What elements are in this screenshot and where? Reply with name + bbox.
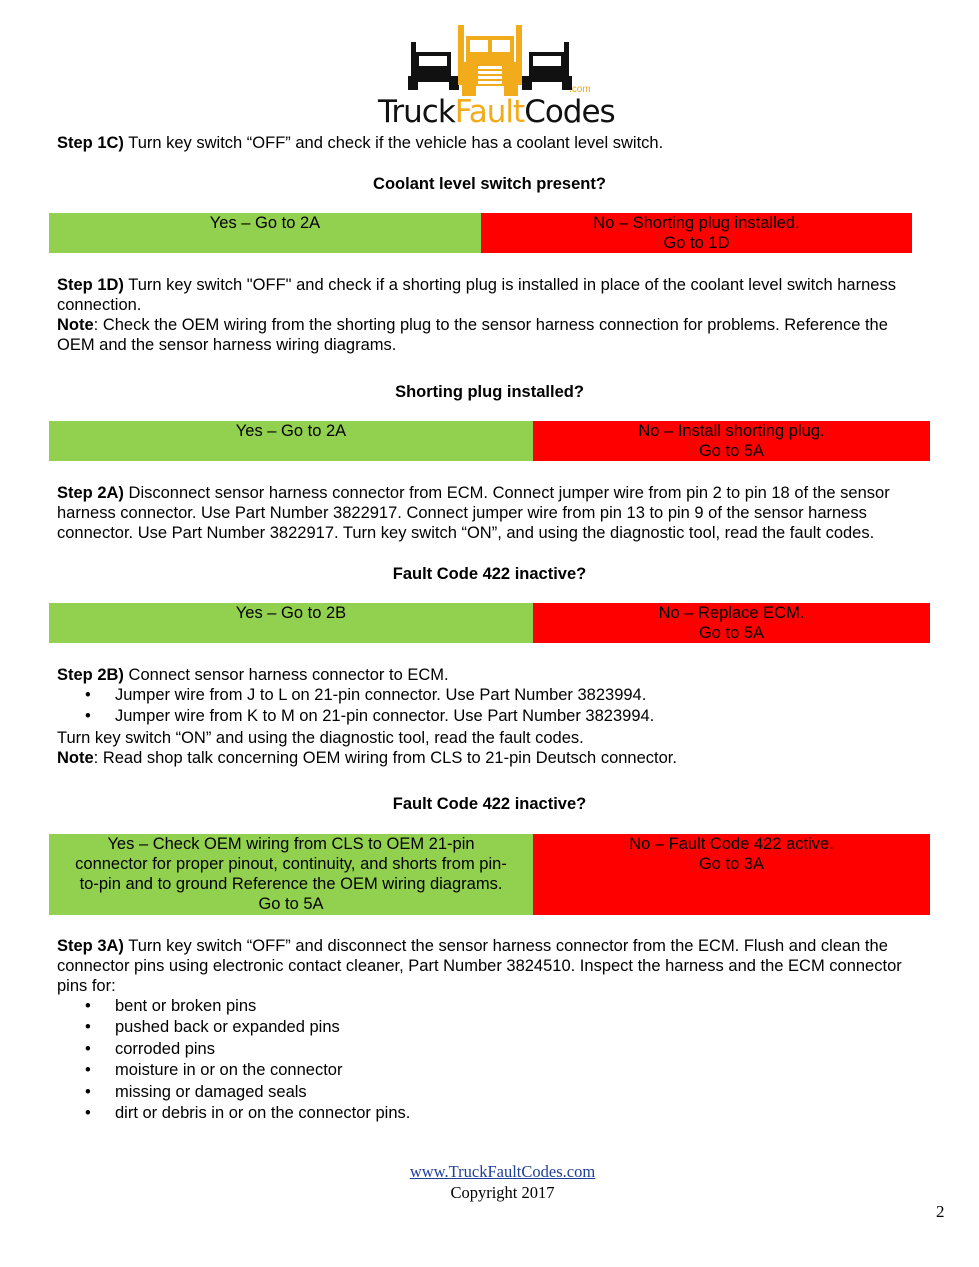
no-cell-1-line: Go to 1D (663, 234, 730, 252)
logo (378, 20, 615, 130)
list-item: • Jumper wire from J to L on 21-pin connector. Use Part Number 3823994. (57, 685, 919, 706)
step-1c-text: Turn key switch “OFF” and check if the vehicle has a coolant level switch. (123, 134, 664, 152)
decision-row-4 (49, 834, 930, 915)
step-1d (57, 275, 919, 355)
step-2b-bullets (57, 685, 919, 728)
footer (0, 1161, 979, 1203)
note-label: Note (57, 316, 94, 334)
yes-cell-2-line: Yes – Go to 2A (235, 422, 347, 440)
step-3a-label: Step 3A) (57, 937, 124, 955)
list-item: • corroded pins (57, 1039, 919, 1060)
no-cell-4 (533, 834, 930, 915)
step-1d-text: Turn key switch "OFF" and check if a shorting plug is installed in place of the coolant level switch harness connection. (57, 276, 896, 314)
list-item: • moisture in or on the connector (57, 1060, 919, 1081)
decision-row-3 (49, 603, 930, 643)
list-item: • bent or broken pins (57, 996, 919, 1017)
yes-cell-1 (49, 213, 481, 253)
question-shorting-plug: Shorting plug installed? (395, 383, 584, 401)
step-2b-after: Turn key switch “ON” and using the diagnostic tool, read the fault codes. (57, 728, 584, 747)
no-cell-1-line: No – Shorting plug installed. (593, 214, 800, 232)
yes-cell-3 (49, 603, 533, 643)
logo-part-fault: Fault (454, 94, 525, 130)
no-cell-2-line: Go to 5A (698, 442, 765, 460)
no-cell-3-line: No – Replace ECM. (658, 604, 805, 622)
step-2b (57, 665, 919, 768)
step-2a (57, 483, 919, 543)
yes-cell-3-line: Yes – Go to 2B (235, 604, 347, 622)
page-number: 2 (936, 1202, 945, 1221)
no-cell-2-line: No – Install shorting plug. (638, 422, 825, 440)
step-3a-text: Turn key switch “OFF” and disconnect the sensor harness connector from the ECM. Flush and clean the connector pins using electronic contact cleaner, Part Number 3824510. Inspect the harness and the ECM connector pins for: (57, 937, 902, 995)
logo-wordmark (378, 92, 615, 132)
decision-row-1 (49, 213, 912, 253)
note-text: : Check the OEM wiring from the shorting plug to the sensor harness connection for problems. Reference the OEM and the sensor harness wiring diagrams. (57, 316, 888, 354)
no-cell-3 (533, 603, 930, 643)
list-item: • Jumper wire from K to M on 21-pin connector. Use Part Number 3823994. (57, 706, 919, 727)
no-cell-3-line: Go to 5A (698, 624, 765, 642)
logo-part-codes: Codes (524, 94, 615, 130)
step-2b-text: Connect sensor harness connector to ECM. (123, 666, 449, 684)
logo-part-truck: Truck (378, 94, 455, 130)
step-1c (57, 133, 919, 153)
step-2a-label: Step 2A) (57, 484, 124, 502)
yes-cell-4-line: connector for proper pinout, continuity, and shorts from pin- (75, 855, 507, 873)
step-1c-label: Step 1C) (57, 134, 124, 152)
step-3a-bullets (57, 996, 919, 1124)
yes-cell-4-line: Yes – Check OEM wiring from CLS to OEM 21-pin (107, 835, 475, 853)
footer-copyright: Copyright 2017 (450, 1183, 555, 1202)
question-fault-inactive-2: Fault Code 422 inactive? (392, 795, 587, 813)
no-cell-1 (481, 213, 912, 253)
note-label: Note (57, 748, 94, 767)
question-coolant-switch: Coolant level switch present? (373, 175, 606, 193)
list-item: • missing or damaged seals (57, 1082, 919, 1103)
note-text: : Read shop talk concerning OEM wiring from CLS to 21-pin Deutsch connector. (93, 748, 677, 767)
logo-com: .com (569, 84, 591, 95)
no-cell-4-line: Go to 3A (698, 855, 765, 873)
yes-cell-1-line: Yes – Go to 2A (209, 214, 321, 232)
yes-cell-4-line: to-pin and to ground Reference the OEM wiring diagrams. (79, 875, 503, 893)
step-2a-text: Disconnect sensor harness connector from ECM. Connect jumper wire from pin 2 to pin 18 of the sensor harness connector. Use Part Number 3822917. Connect jumper wire from pin 13 to pin 9 of the sensor harness connector. Use Part Number 3822917. Turn key switch “ON”, and using the diagnostic tool, read the fault codes. (57, 484, 890, 542)
no-cell-2 (533, 421, 930, 461)
yes-cell-4-line: Go to 5A (258, 895, 324, 913)
footer-website-link[interactable]: www.TruckFaultCodes.com (409, 1162, 596, 1181)
list-item: • pushed back or expanded pins (57, 1017, 919, 1038)
yes-cell-4 (49, 834, 533, 915)
list-item: • dirt or debris in or on the connector pins. (57, 1103, 919, 1124)
no-cell-4-line: No – Fault Code 422 active. (629, 835, 834, 853)
step-1d-label: Step 1D) (57, 276, 124, 294)
yes-cell-2 (49, 421, 533, 461)
step-3a (57, 936, 919, 1124)
decision-row-2 (49, 421, 930, 461)
step-2b-label: Step 2B) (57, 666, 124, 684)
question-fault-inactive-1: Fault Code 422 inactive? (392, 565, 587, 583)
